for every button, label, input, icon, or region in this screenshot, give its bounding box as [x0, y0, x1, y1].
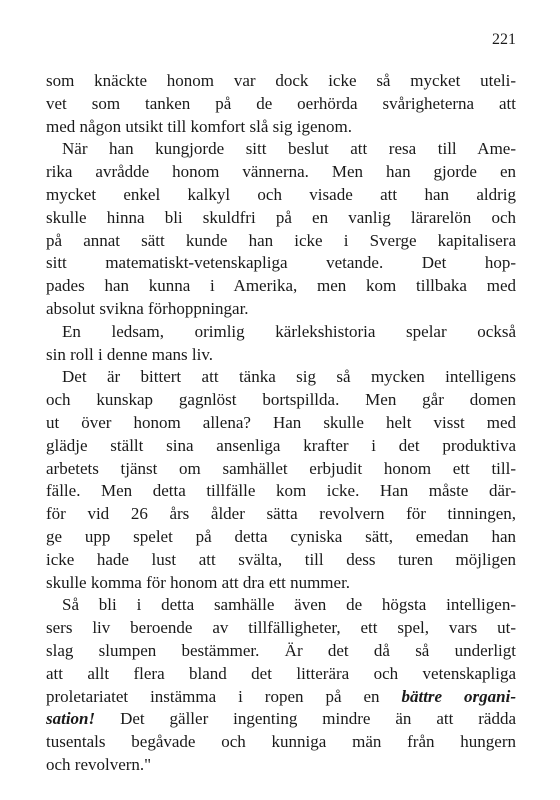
text-line: arbetets tjänst om samhället erbjudit honom ett till- [46, 458, 516, 478]
text-line: på annat sätt kunde han icke i Sverge kapitalisera [46, 230, 516, 250]
emphasized-text: sation! [46, 709, 96, 729]
text-line: glädje ställt sina ansenliga krafter i det produktiva [46, 435, 516, 455]
text-line: ge upp spelet på detta cyniska sätt, emedan han [46, 526, 516, 546]
text-line-segment: Det gäller ingenting mindre än att rädda [95, 709, 516, 729]
text-line: icke hade lust att svälta, till dess turen möjligen [46, 549, 516, 569]
text-line: sers liv beroende av tillfälligheter, ett spel, vars ut- [46, 618, 516, 638]
text-line: med någon utsikt till komfort slå sig igenom. [46, 116, 352, 136]
text-line: Det är bittert att tänka sig så mycken intelligens [62, 367, 516, 387]
text-line: och kunskap gagnlöst bortspillda. Men går domen [46, 390, 516, 410]
text-line: sin roll i denne mans liv. [46, 344, 213, 364]
text-line: skulle hinna bli skuldfri på en vanlig lärarelön och [46, 207, 516, 227]
text-line: slag slumpen bestämmer. Är det då så underligt [46, 640, 516, 660]
text-line: som knäckte honom var dock icke så mycket uteli- [46, 71, 516, 90]
text-line: sitt matematiskt-vetenskapliga vetande. Det hop- [46, 253, 516, 273]
text-line: När han kungjorde sitt beslut att resa till Ame- [62, 139, 516, 159]
text-line [46, 686, 516, 709]
text-line: En ledsam, orimlig kärlekshistoria spelar också [62, 321, 516, 341]
text-line: att allt flera bland det litterära och vetenskapliga [46, 663, 516, 683]
page-number: 221 [492, 31, 516, 48]
text-line-segment: proletariatet instämma i ropen på en [46, 686, 402, 706]
text-line: pades han kunna i Amerika, men kom tillbaka med [46, 276, 516, 296]
text-line: vet som tanken på de oerhörda svårigheterna att [46, 93, 516, 113]
text-line: skulle komma för honom att dra ett nummer. [46, 572, 351, 592]
emphasized-text: bättre organi- [401, 686, 517, 706]
page-body-text [46, 70, 516, 777]
text-line: och revolvern." [46, 754, 152, 774]
book-page [46, 30, 516, 777]
text-line: ut över honom allena? Han skulle helt visst med [46, 412, 516, 432]
text-line: för vid 26 års ålder sätta revolvern för tinningen, [46, 504, 516, 524]
text-line: mycket enkel kalkyl och visade att han aldrig [46, 184, 516, 204]
text-line: tusentals begåvade och kunniga män från hungern [46, 732, 516, 752]
text-line: Så bli i detta samhälle även de högsta intelligen- [62, 595, 516, 615]
text-line [46, 708, 516, 731]
text-line: rika avrådde honom vännerna. Men han gjorde en [46, 162, 516, 182]
text-line: fälle. Men detta tillfälle kom icke. Han måste där- [46, 481, 516, 501]
text-line: absolut svikna förhoppningar. [46, 298, 249, 318]
